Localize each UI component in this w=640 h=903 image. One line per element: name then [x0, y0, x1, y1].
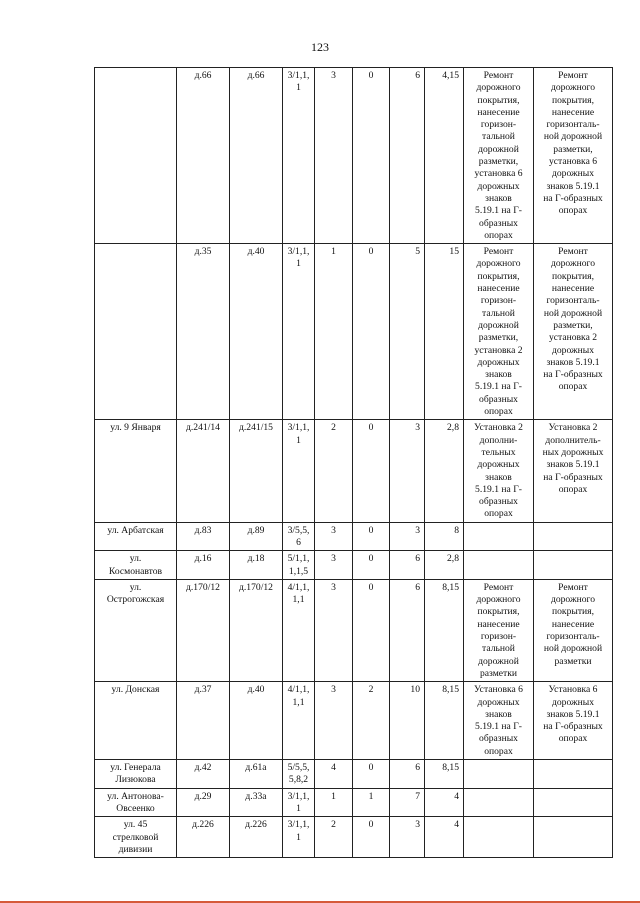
category-cell: 3/1,1, 1: [283, 817, 315, 858]
count-cell-3: 10: [390, 682, 425, 760]
width-cell: 2,8: [425, 551, 464, 580]
width-cell: 15: [425, 244, 464, 420]
count-cell-2: 0: [353, 760, 390, 789]
category-cell: 3/1,1, 1: [283, 244, 315, 420]
completed-works-cell: Ремонт дорожного покрытия, нанесение горизонталь- ной дорожной разметки, установка 2 дорожных знаков 5.19.1 на Г-образных опорах: [534, 244, 613, 420]
planned-works-cell: [464, 551, 534, 580]
house-to-cell: д.170/12: [230, 579, 283, 681]
street-cell: [95, 68, 177, 244]
count-cell-1: 2: [315, 817, 353, 858]
house-to-cell: д.61а: [230, 760, 283, 789]
count-cell-1: 3: [315, 551, 353, 580]
category-cell: 3/1,1, 1: [283, 420, 315, 522]
completed-works-cell: Ремонт дорожного покрытия, нанесение горизонталь- ной дорожной разметки, установка 6 дорожных знаков 5.19.1 на Г-образных опорах: [534, 68, 613, 244]
count-cell-3: 5: [390, 244, 425, 420]
count-cell-1: 2: [315, 420, 353, 522]
count-cell-2: 2: [353, 682, 390, 760]
house-from-cell: д.35: [177, 244, 230, 420]
house-from-cell: д.83: [177, 522, 230, 551]
table-row: [95, 817, 613, 858]
table-row: [95, 788, 613, 817]
count-cell-3: 6: [390, 760, 425, 789]
count-cell-1: 1: [315, 244, 353, 420]
table-body: [95, 68, 613, 858]
planned-works-cell: Ремонт дорожного покрытия, нанесение горизон- тальной дорожной разметки, установка 6 дорожных знаков 5.19.1 на Г- образных опорах: [464, 68, 534, 244]
table-row: [95, 682, 613, 760]
roads-table: [94, 67, 613, 858]
house-from-cell: д.226: [177, 817, 230, 858]
count-cell-3: 6: [390, 551, 425, 580]
count-cell-3: 6: [390, 579, 425, 681]
category-cell: 3/1,1, 1: [283, 788, 315, 817]
completed-works-cell: Ремонт дорожного покрытия, нанесение горизонталь- ной дорожной разметки: [534, 579, 613, 681]
house-to-cell: д.40: [230, 244, 283, 420]
category-cell: 3/1,1, 1: [283, 68, 315, 244]
street-cell: ул. 45 стрелковой дивизии: [95, 817, 177, 858]
street-cell: ул. Арбатская: [95, 522, 177, 551]
width-cell: 4: [425, 788, 464, 817]
house-from-cell: д.241/14: [177, 420, 230, 522]
category-cell: 3/5,5, 6: [283, 522, 315, 551]
count-cell-3: 7: [390, 788, 425, 817]
completed-works-cell: [534, 551, 613, 580]
planned-works-cell: Ремонт дорожного покрытия, нанесение горизон- тальной дорожной разметки: [464, 579, 534, 681]
count-cell-1: 3: [315, 579, 353, 681]
street-cell: ул. Острогожская: [95, 579, 177, 681]
completed-works-cell: Установка 2 дополнитель- ных дорожных знаков 5.19.1 на Г-образных опорах: [534, 420, 613, 522]
planned-works-cell: [464, 760, 534, 789]
completed-works-cell: [534, 788, 613, 817]
count-cell-3: 3: [390, 420, 425, 522]
count-cell-2: 1: [353, 788, 390, 817]
table-row: [95, 551, 613, 580]
completed-works-cell: [534, 522, 613, 551]
planned-works-cell: Установка 6 дорожных знаков 5.19.1 на Г- образных опорах: [464, 682, 534, 760]
width-cell: 8,15: [425, 682, 464, 760]
count-cell-2: 0: [353, 522, 390, 551]
house-from-cell: д.66: [177, 68, 230, 244]
category-cell: 4/1,1, 1,1: [283, 579, 315, 681]
completed-works-cell: Установка 6 дорожных знаков 5.19.1 на Г-образных опорах: [534, 682, 613, 760]
house-to-cell: д.66: [230, 68, 283, 244]
house-from-cell: д.29: [177, 788, 230, 817]
count-cell-1: 3: [315, 682, 353, 760]
width-cell: 8,15: [425, 579, 464, 681]
planned-works-cell: [464, 522, 534, 551]
table-row: [95, 522, 613, 551]
planned-works-cell: Установка 2 дополни- тельных дорожных знаков 5.19.1 на Г- образных опорах: [464, 420, 534, 522]
count-cell-2: 0: [353, 68, 390, 244]
house-to-cell: д.18: [230, 551, 283, 580]
count-cell-1: 4: [315, 760, 353, 789]
street-cell: ул. Генерала Лизюкова: [95, 760, 177, 789]
planned-works-cell: [464, 817, 534, 858]
count-cell-1: 1: [315, 788, 353, 817]
category-cell: 5/1,1, 1,1,5: [283, 551, 315, 580]
street-cell: ул. 9 Января: [95, 420, 177, 522]
planned-works-cell: Ремонт дорожного покрытия, нанесение горизон- тальной дорожной разметки, установка 2 дорожных знаков 5.19.1 на Г- образных опорах: [464, 244, 534, 420]
completed-works-cell: [534, 817, 613, 858]
table-row: [95, 579, 613, 681]
house-to-cell: д.40: [230, 682, 283, 760]
house-to-cell: д.89: [230, 522, 283, 551]
count-cell-3: 3: [390, 817, 425, 858]
street-cell: ул. Донская: [95, 682, 177, 760]
width-cell: 2,8: [425, 420, 464, 522]
house-to-cell: д.226: [230, 817, 283, 858]
table-row: [95, 244, 613, 420]
street-cell: ул. Антонова- Овсеенко: [95, 788, 177, 817]
width-cell: 8,15: [425, 760, 464, 789]
count-cell-3: 6: [390, 68, 425, 244]
house-from-cell: д.42: [177, 760, 230, 789]
street-cell: ул. Космонавтов: [95, 551, 177, 580]
count-cell-2: 0: [353, 817, 390, 858]
table-row: [95, 760, 613, 789]
category-cell: 5/5,5, 5,8,2: [283, 760, 315, 789]
page-number: 123: [311, 40, 329, 54]
completed-works-cell: [534, 760, 613, 789]
house-to-cell: д.241/15: [230, 420, 283, 522]
house-to-cell: д.33а: [230, 788, 283, 817]
house-from-cell: д.16: [177, 551, 230, 580]
table-row: [95, 420, 613, 522]
planned-works-cell: [464, 788, 534, 817]
count-cell-2: 0: [353, 244, 390, 420]
width-cell: 4,15: [425, 68, 464, 244]
count-cell-2: 0: [353, 551, 390, 580]
count-cell-2: 0: [353, 420, 390, 522]
house-from-cell: д.170/12: [177, 579, 230, 681]
width-cell: 8: [425, 522, 464, 551]
count-cell-3: 3: [390, 522, 425, 551]
count-cell-2: 0: [353, 579, 390, 681]
category-cell: 4/1,1, 1,1: [283, 682, 315, 760]
count-cell-1: 3: [315, 522, 353, 551]
street-cell: [95, 244, 177, 420]
width-cell: 4: [425, 817, 464, 858]
table-row: [95, 68, 613, 244]
house-from-cell: д.37: [177, 682, 230, 760]
count-cell-1: 3: [315, 68, 353, 244]
